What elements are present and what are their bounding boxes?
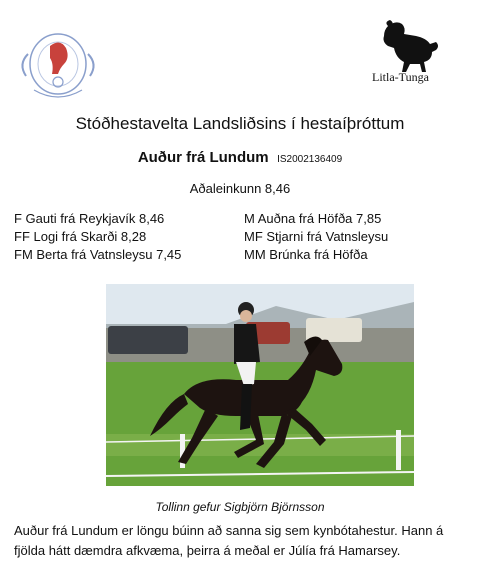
overall-score: Aðaleinkunn 8,46: [189, 181, 291, 196]
federation-seal-logo: [14, 24, 106, 102]
pedigree-dam: M Auðna frá Höfða 7,85: [244, 211, 382, 226]
pedigree-sire-sire: FF Logi frá Skarði 8,28: [14, 229, 147, 244]
logo-right-text: Litla-Tunga: [372, 70, 429, 84]
horse-id: IS2002136409: [277, 154, 343, 165]
pedigree-sire-dam: FM Berta frá Vatnsleysu 7,45: [14, 247, 182, 262]
pedigree-dam-side: [244, 210, 388, 264]
pedigree-dam-dam: MM Brúnka frá Höfða: [244, 247, 368, 262]
horse-photo: [106, 284, 414, 486]
pedigree-sire-side: [14, 210, 181, 264]
pedigree-dam-sire: MF Stjarni frá Vatnsleysu: [244, 229, 389, 244]
photo-caption: Tollinn gefur Sigbjörn Björnsson: [155, 500, 325, 514]
horse-description: Auður frá Lundum er löngu búinn að sanna sig sem kynbótahestur. Hann á fjölda hátt dæmdra afkvæma, þeirra á meðal er Júlía frá Hamarsey.: [14, 523, 444, 558]
pedigree-sire: F Gauti frá Reykjavík 8,46: [14, 211, 165, 226]
page-title: Stóðhestavelta Landsliðsins í hestaíþróttum: [75, 114, 405, 133]
horse-heading: [0, 149, 480, 167]
horse-name: Auður frá Lundum: [137, 149, 269, 166]
